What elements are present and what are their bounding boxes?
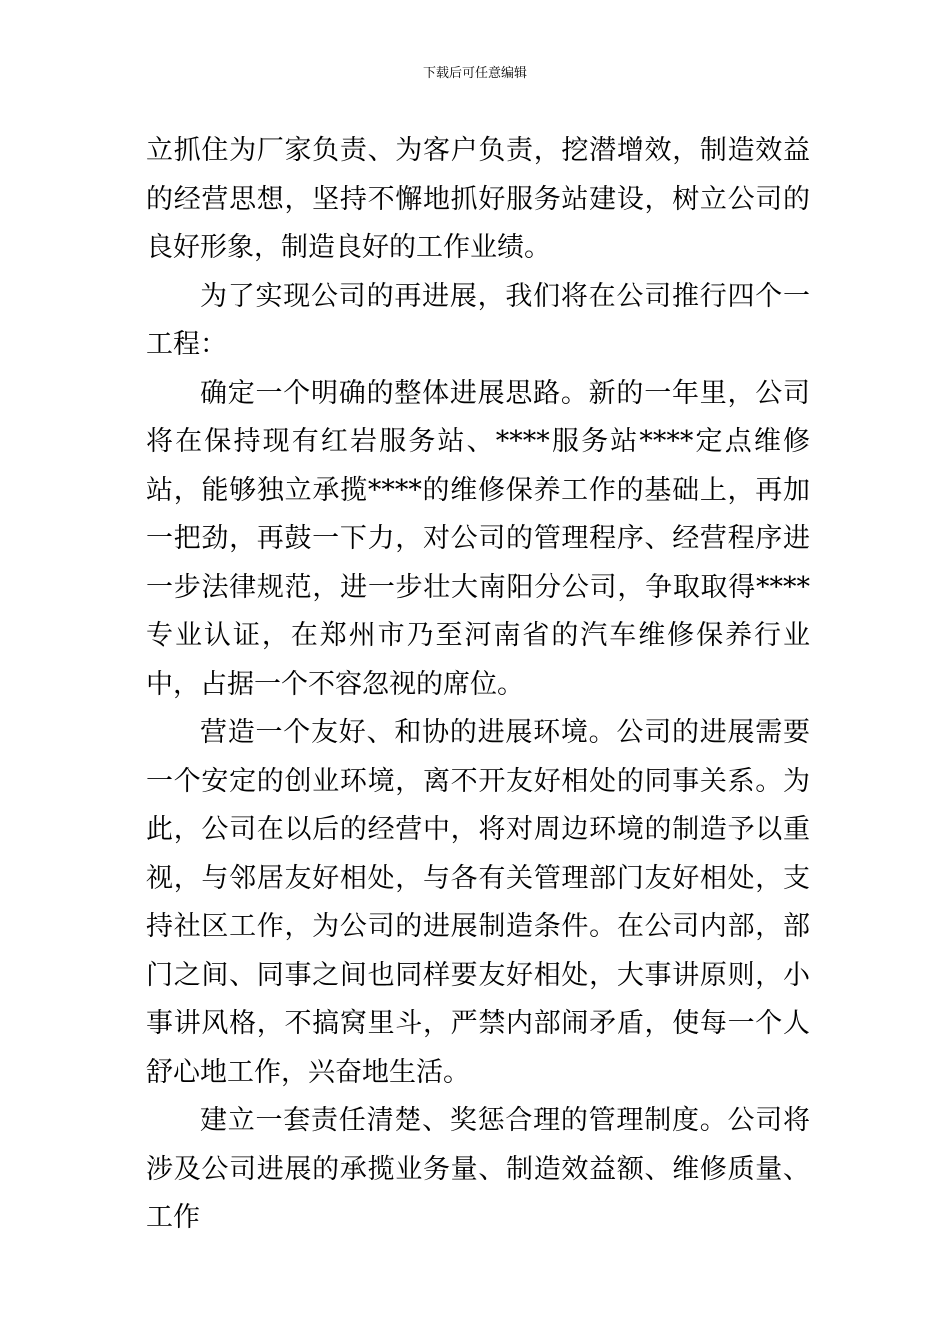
paragraph-continuation: 立抓住为厂家负责、为客户负责，挖潜增效，制造效益的经营思想，坚持不懈地抓好服务站建设，树立公司的良好形象，制造良好的工作业绩。 <box>146 135 810 263</box>
document-body <box>146 127 810 1243</box>
paragraph-environment: 营造一个友好、和协的进展环境。公司的进展需要一个安定的创业环境，离不开友好相处的同事关系。为此，公司在以后的经营中，将对周边环境的制造予以重视，与邻居友好相处，与各有关管理部门友好相处，支持社区工作，为公司的进展制造条件。在公司内部，部门之间、同事之间也同样要友好相处，大事讲原则，小事讲风格，不搞窝里斗，严禁内部闹矛盾，使每一个人舒心地工作，兴奋地生活。 <box>146 717 810 1088</box>
paragraph-intro: 为了实现公司的再进展，我们将在公司推行四个一工程： <box>146 280 810 360</box>
paragraph-development-plan: 确定一个明确的整体进展思路。新的一年里，公司将在保持现有红岩服务站、****服务站****定点维修站，能够独立承揽****的维修保养工作的基础上，再加一把劲，再鼓一下力，对公司的管理程序、经营程序进一步法律规范，进一步壮大南阳分公司，争取取得****专业认证，在郑州市乃至河南省的汽车维修保养行业中，占据一个不容忽视的席位。 <box>146 377 810 700</box>
paragraph-management-system: 建立一套责任清楚、奖惩合理的管理制度。公司将涉及公司进展的承揽业务量、制造效益额、维修质量、工作 <box>146 1105 810 1233</box>
page-header: 下载后可任意编辑 <box>422 66 527 81</box>
